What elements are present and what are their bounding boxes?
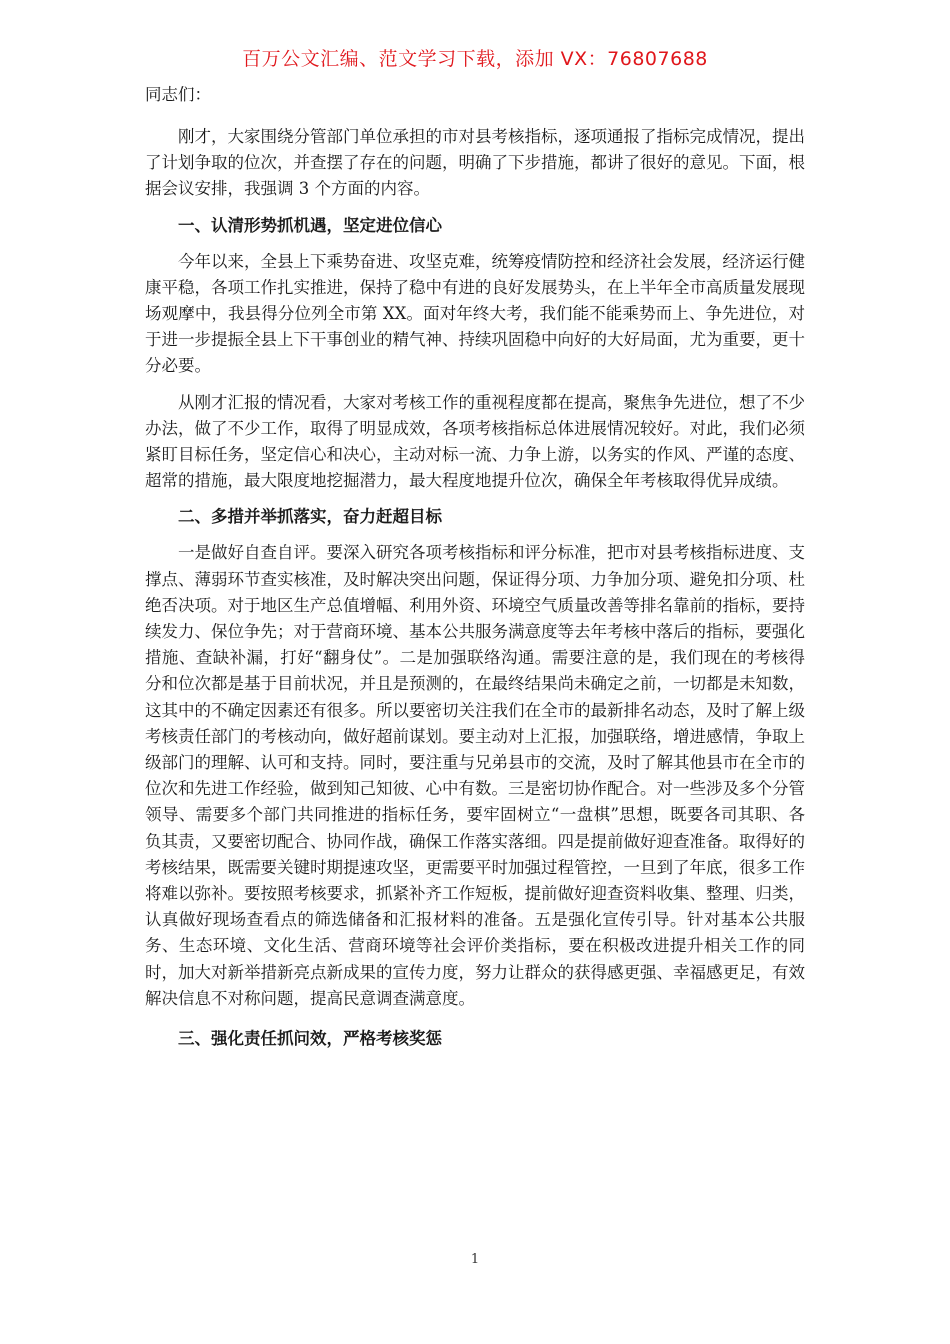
document-body bbox=[145, 82, 805, 1062]
section-1-heading: 一、认清形势抓机遇，坚定进位信心 bbox=[178, 215, 442, 235]
page-number: 1 bbox=[470, 1252, 480, 1267]
section-1-paragraph-2: 从刚才汇报的情况看，大家对考核工作的重视程度都在提高，聚焦争先进位，想了不少办法，做了不少工作，取得了明显成效，各项考核指标总体进展情况较好。对此，我们必须紧盯目标任务，坚定信心和决心，主动对标一流、力争上游，以务实的作风、严谨的态度、超常的措施，最大限度地挖掘潜力，最大程度地提升位次，确保全年考核取得优异成绩。 bbox=[145, 392, 805, 491]
intro-paragraph: 刚才，大家围绕分管部门单位承担的市对县考核指标，逐项通报了指标完成情况，提出了计划争取的位次，并查摆了存在的问题，明确了下步措施，都讲了很好的意见。下面，根据会议安排，我强调 3 个方面的内容。 bbox=[145, 127, 805, 199]
section-2-paragraph-1: 一是做好自查自评。要深入研究各项考核指标和评分标准，把市对县考核指标进度、支撑点、薄弱环节查实核准，及时解决突出问题，保证得分项、力争加分项、避免扣分项、杜绝否决项。对于地区生产总值增幅、利用外资、环境空气质量改善等排名靠前的指标，要持续发力、保位争先；对于营商环境、基本公共服务满意度等去年考核中落后的指标，要强化措施、查缺补漏，打好“翻身仗”。二是加强联络沟通。需要注意的是，我们现在的考核得分和位次都是基于目前状况，并且是预测的，在最终结果尚未确定之前，一切都是未知数，这其中的不确定因素还有很多。所以要密切关注我们在全市的最新排名动态，及时了解上级考核责任部门的考核动向，做好超前谋划。要主动对上汇报，加强联络，增进感情，争取上级部门的理解、认可和支持。同时，要注重与兄弟县市的交流，及时了解其他县市在全市的位次和先进工作经验，做到知己知彼、心中有数。三是密切协作配合。对一些涉及多个分管领导、需要多个部门共同推进的指标任务，要牢固树立“一盘棋”思想，既要各司其职、各负其责，又要密切配合、协同作战，确保工作落实落细。四是提前做好迎查准备。取得好的考核结果，既需要关键时期提速攻坚，更需要平时加强过程管控，一旦到了年底，很多工作将难以弥补。要按照考核要求，抓紧补齐工作短板，提前做好迎查资料收集、整理、归类，认真做好现场查看点的筛选储备和汇报材料的准备。五是强化宣传引导。针对基本公共服务、生态环境、文化生活、营商环境等社会评价类指标，要在积极改进提升相关工作的同时，加大对新举措新亮点新成果的宣传力度，努力让群众的获得感更强、幸福感更足，有效解决信息不对称问题，提高民意调查满意度。 bbox=[145, 543, 805, 1008]
section-1-paragraph-1: 今年以来，全县上下乘势奋进、攻坚克难，统筹疫情防控和经济社会发展，经济运行健康平稳，各项工作扎实推进，保持了稳中有进的良好发展势头，在上半年全市高质量发展现场观摩中，我县得分位列全市第 XX。面对年终大考，我们能不能乘势而上、争先进位，对于进一步提振全县上下干事创业的精气神、持续巩固稳中向好的大好局面，尤为重要，更十分必要。 bbox=[145, 251, 805, 376]
download-banner: 百万公文汇编、范文学习下载，添加 VX：76807688 bbox=[242, 48, 708, 70]
section-2-heading: 二、多措并举抓落实，奋力赶超目标 bbox=[178, 507, 442, 527]
section-3-heading: 三、强化责任抓问效，严格考核奖惩 bbox=[178, 1029, 442, 1049]
salutation: 同志们： bbox=[145, 85, 211, 104]
